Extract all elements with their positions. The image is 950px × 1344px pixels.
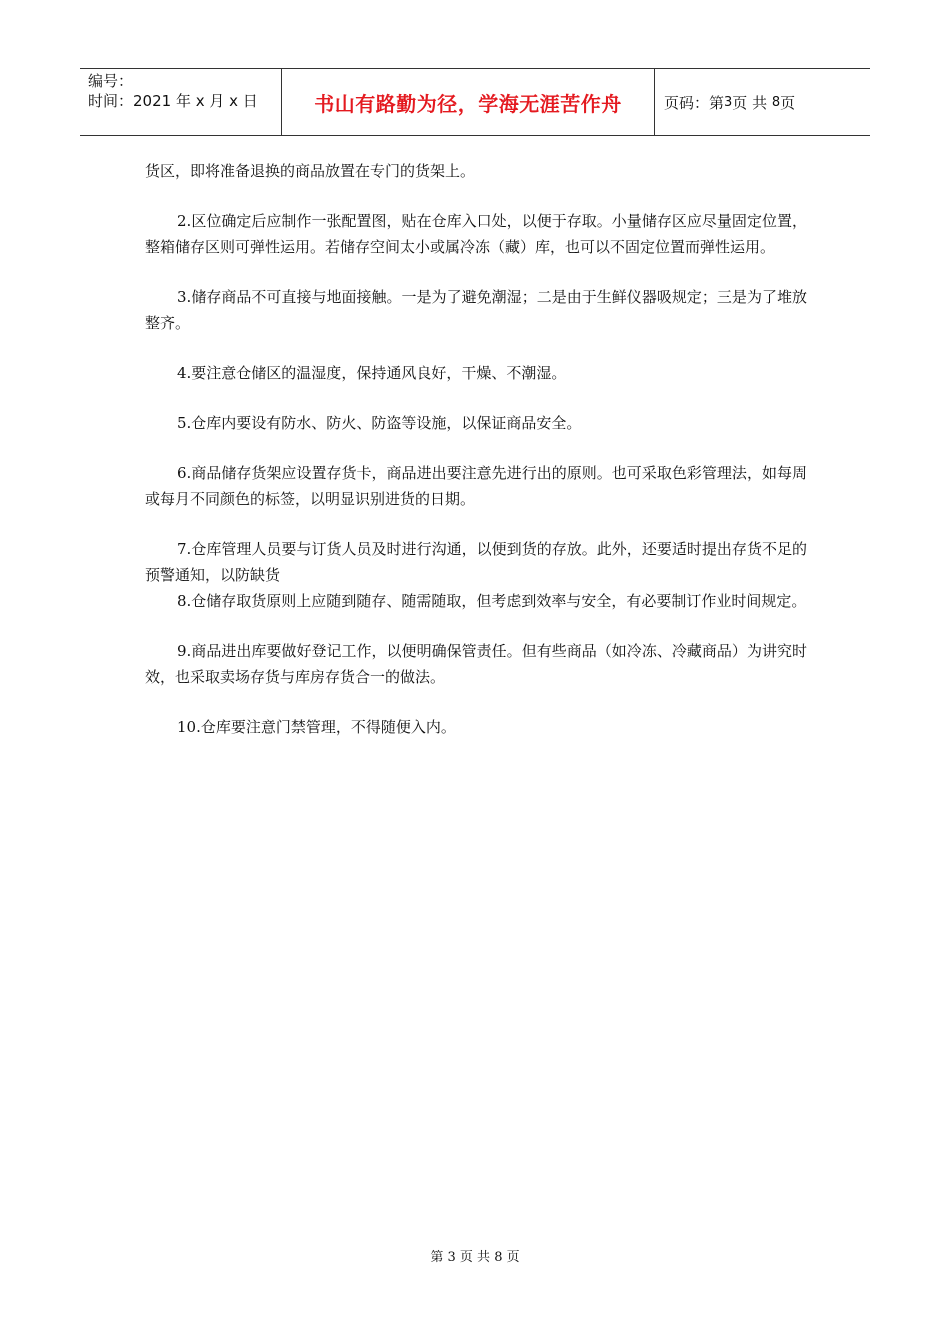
document-date-label: 时间：2021 年 x 月 x 日: [88, 92, 258, 110]
document-body: [145, 158, 807, 764]
header-motto-cell: [281, 69, 655, 135]
page-mid: 页 共: [732, 93, 768, 112]
header-meta: [88, 71, 278, 111]
paragraph-continuation: 货区，即将准备退换的商品放置在专门的货架上。: [145, 162, 476, 180]
paragraph-item-4: 4.要注意仓储区的温湿度，保持通风良好，干燥、不潮湿。: [177, 364, 567, 382]
page-current: 3: [724, 94, 733, 110]
paragraph-item-8: 8.仓储存取货原则上应随到随存、随需随取，但考虑到效率与安全，有必要制订作业时间规定。: [177, 592, 807, 610]
header-motto: 书山有路勤为径，学海无涯苦作舟: [314, 91, 622, 116]
page-suffix: 页: [780, 93, 796, 112]
paragraph-item-3: 3.储存商品不可直接与地面接触。一是为了避免潮湿；二是由于生鲜仪器吸规定；三是为了堆放整齐。: [145, 288, 807, 332]
paragraph-item-2: 2.区位确定后应制作一张配置图，贴在仓库入口处，以便于存取。小量储存区应尽量固定位置，整箱储存区则可弹性运用。若储存空间太小或属冷冻（藏）库，也可以不固定位置而弹性运用。: [145, 212, 807, 256]
document-number-label: 编号：: [88, 72, 134, 90]
paragraph-item-6: 6.商品储存货架应设置存货卡，商品进出要注意先进行出的原则。也可采取色彩管理法，如每周或每月不同颜色的标签，以明显识别进货的日期。: [145, 464, 807, 508]
page-footer: 第 3 页 共 8 页: [430, 1250, 520, 1265]
page-header: [80, 68, 870, 136]
paragraph-item-5: 5.仓库内要设有防水、防火、防盗等设施，以保证商品安全。: [177, 414, 582, 432]
paragraph-item-7: 7.仓库管理人员要与订货人员及时进行沟通，以便到货的存放。此外，还要适时提出存货不足的预警通知，以防缺货: [145, 540, 807, 584]
paragraph-item-9: 9.商品进出库要做好登记工作，以便明确保管责任。但有些商品（如冷冻、冷藏商品）为讲究时效，也采取卖场存货与库房存货合一的做法。: [145, 642, 807, 686]
paragraph-item-10: 10.仓库要注意门禁管理，不得随便入内。: [177, 718, 456, 736]
header-page-indicator: [664, 69, 795, 135]
page-total: 8: [771, 94, 781, 110]
page-prefix: 页码：第: [664, 93, 725, 112]
